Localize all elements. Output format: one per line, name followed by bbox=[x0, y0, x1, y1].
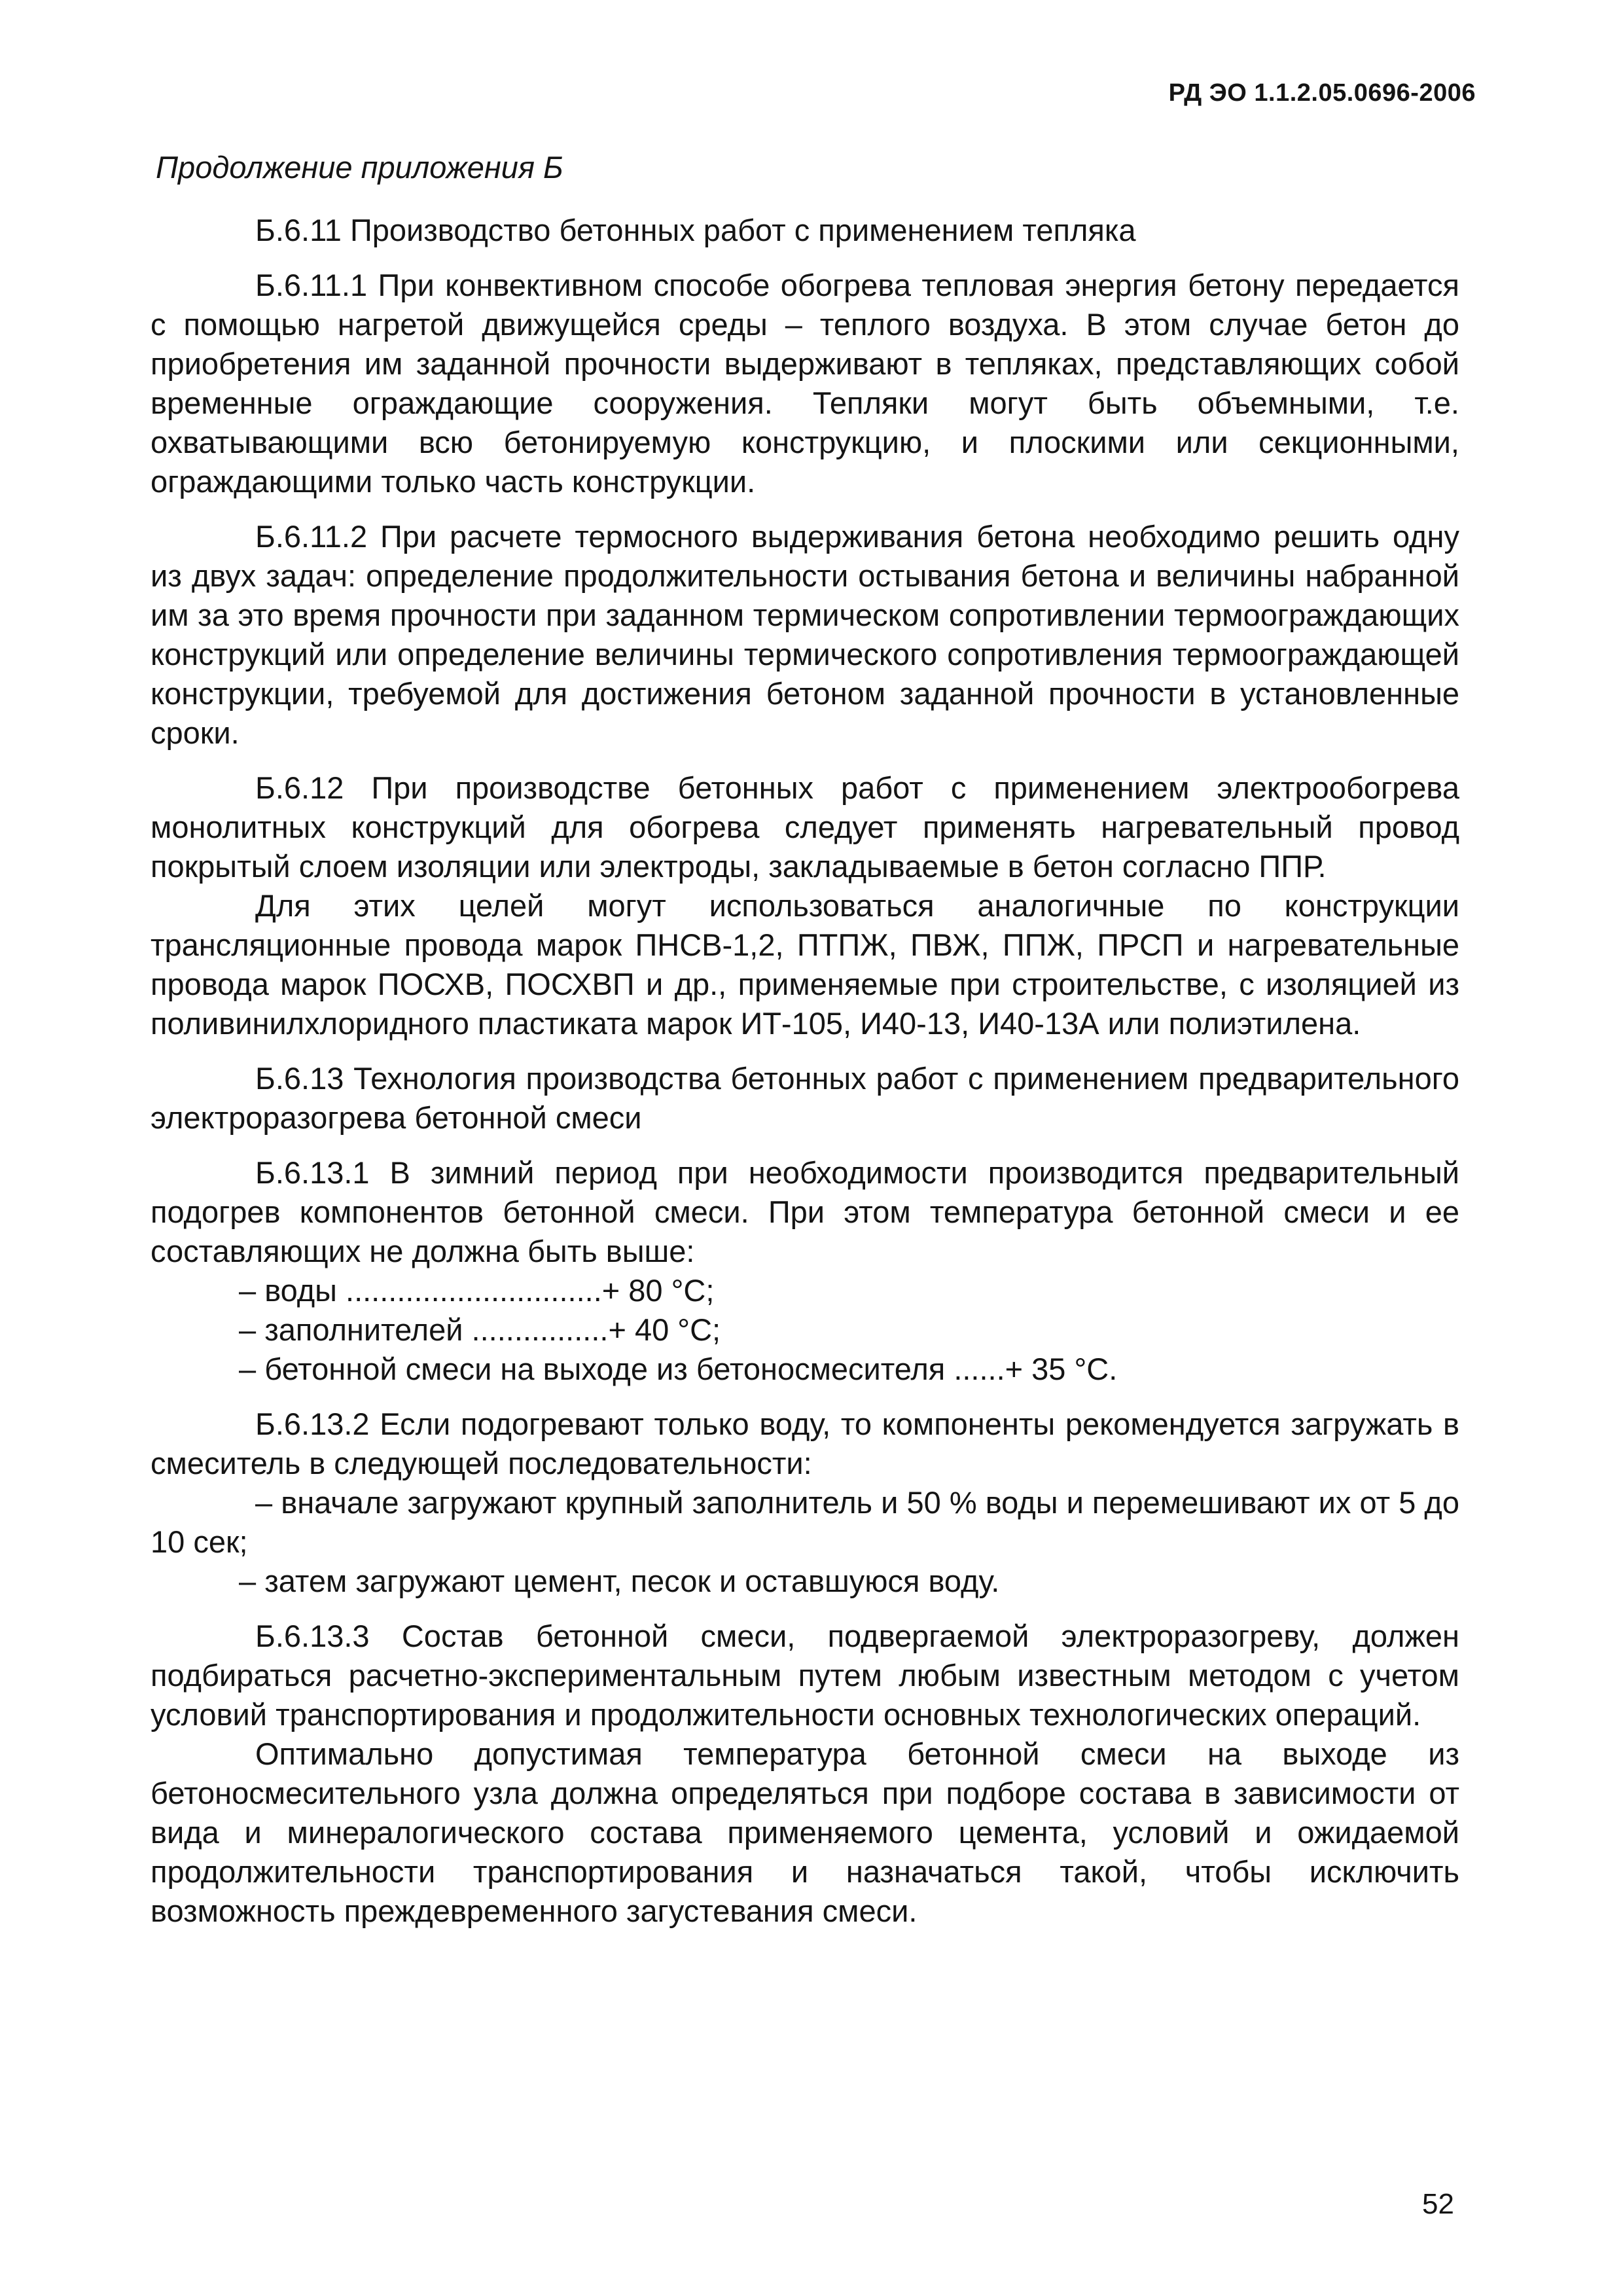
paragraph-6-13-3-temperature: Оптимально допустимая температура бетонной смеси на выходе из бетоносмесительного узла должна определяться при подборе состава в зависимости от вида и минералогического состава применяемого цемента, условий и ожидаемой продолжительности транспортирования и назначаться такой, чтобы исключить возможность преждевременного загустевания смеси. bbox=[151, 1736, 1459, 1928]
paragraph-6-12: Б.6.12 При производстве бетонных работ с применением электрообогрева монолитных конструкций для обогрева следует применять нагревательный провод покрытый слоем изоляции или электроды, закладываемые в бетон согласно ППР. bbox=[151, 770, 1459, 884]
paragraph-6-11-2: Б.6.11.2 При расчете термосного выдерживания бетона необходимо решить одну из двух задач: определение продолжительности остывания бетона и величины набранной им за это время прочности при заданном термическом сопротивлении термоограждающих конструкций или определение величины термического сопротивления термоограждающей конструкции, требуемой для достижения бетоном заданной прочности в установленные сроки. bbox=[151, 519, 1459, 750]
paragraph-6-13-1: Б.6.13.1 В зимний период при необходимости производится предварительный подогрев компонентов бетонной смеси. При этом температура бетонной смеси и ее составляющих не должна быть выше: bbox=[151, 1155, 1459, 1268]
appendix-continuation-label: Продолжение приложения Б bbox=[156, 150, 563, 185]
document-body bbox=[151, 211, 1459, 1946]
section-heading-6-11: Б.6.11 Производство бетонных работ с применением тепляка bbox=[255, 213, 1136, 247]
page-number: 52 bbox=[1422, 2188, 1454, 2220]
paragraph-6-12-wires: Для этих целей могут использоваться аналогичные по конструкции трансляционные провода марок ПНСВ-1,2, ПТПЖ, ПВЖ, ППЖ, ПРСП и нагревательные провода марок ПОСХВ, ПОСХВП и др., применяемые при строительстве, с изоляцией из поливинилхлоридного пластиката марок ИТ-105, И40-13, И40-13А или полиэтилена. bbox=[151, 888, 1459, 1041]
temperature-limits-list bbox=[151, 1271, 1459, 1389]
list-item: – бетонной смеси на выходе из бетоносмесителя ......+ 35 °С. bbox=[239, 1352, 1118, 1386]
list-item: – затем загружают цемент, песок и оставшуюся воду. bbox=[239, 1564, 1000, 1598]
paragraph-6-13-3: Б.6.13.3 Состав бетонной смеси, подвергаемой электроразогреву, должен подбираться расчетно-экспериментальным путем любым известным методом с учетом условий транспортирования и продолжительности основных технологических операций. bbox=[151, 1619, 1459, 1732]
list-item: – вначале загружают крупный заполнитель и 50 % воды и перемешивают их от 5 до 10 сек; bbox=[151, 1485, 1459, 1559]
section-heading-6-13: Б.6.13 Технология производства бетонных работ с применением предварительного электроразогрева бетонной смеси bbox=[151, 1061, 1459, 1135]
list-item: – воды ..............................+ 80 °С; bbox=[239, 1273, 715, 1308]
list-item: – заполнителей ................+ 40 °С; bbox=[239, 1312, 721, 1347]
loading-order-list bbox=[151, 1483, 1459, 1601]
paragraph-6-13-2: Б.6.13.2 Если подогревают только воду, то компоненты рекомендуется загружать в смеситель в следующей последовательности: bbox=[151, 1407, 1459, 1480]
paragraph-6-11-1: Б.6.11.1 При конвективном способе обогрева тепловая энергия бетону передается с помощью нагретой движущейся среды – теплого воздуха. В этом случае бетон до приобретения им заданной прочности выдерживают в тепляках, представляющих собой временные ограждающие сооружения. Тепляки могут быть объемными, т.е. охватывающими всю бетонируемую конструкцию, и плоскими или секционными, ограждающими только часть конструкции. bbox=[151, 268, 1459, 499]
document-code: РД ЭО 1.1.2.05.0696-2006 bbox=[1168, 79, 1476, 107]
